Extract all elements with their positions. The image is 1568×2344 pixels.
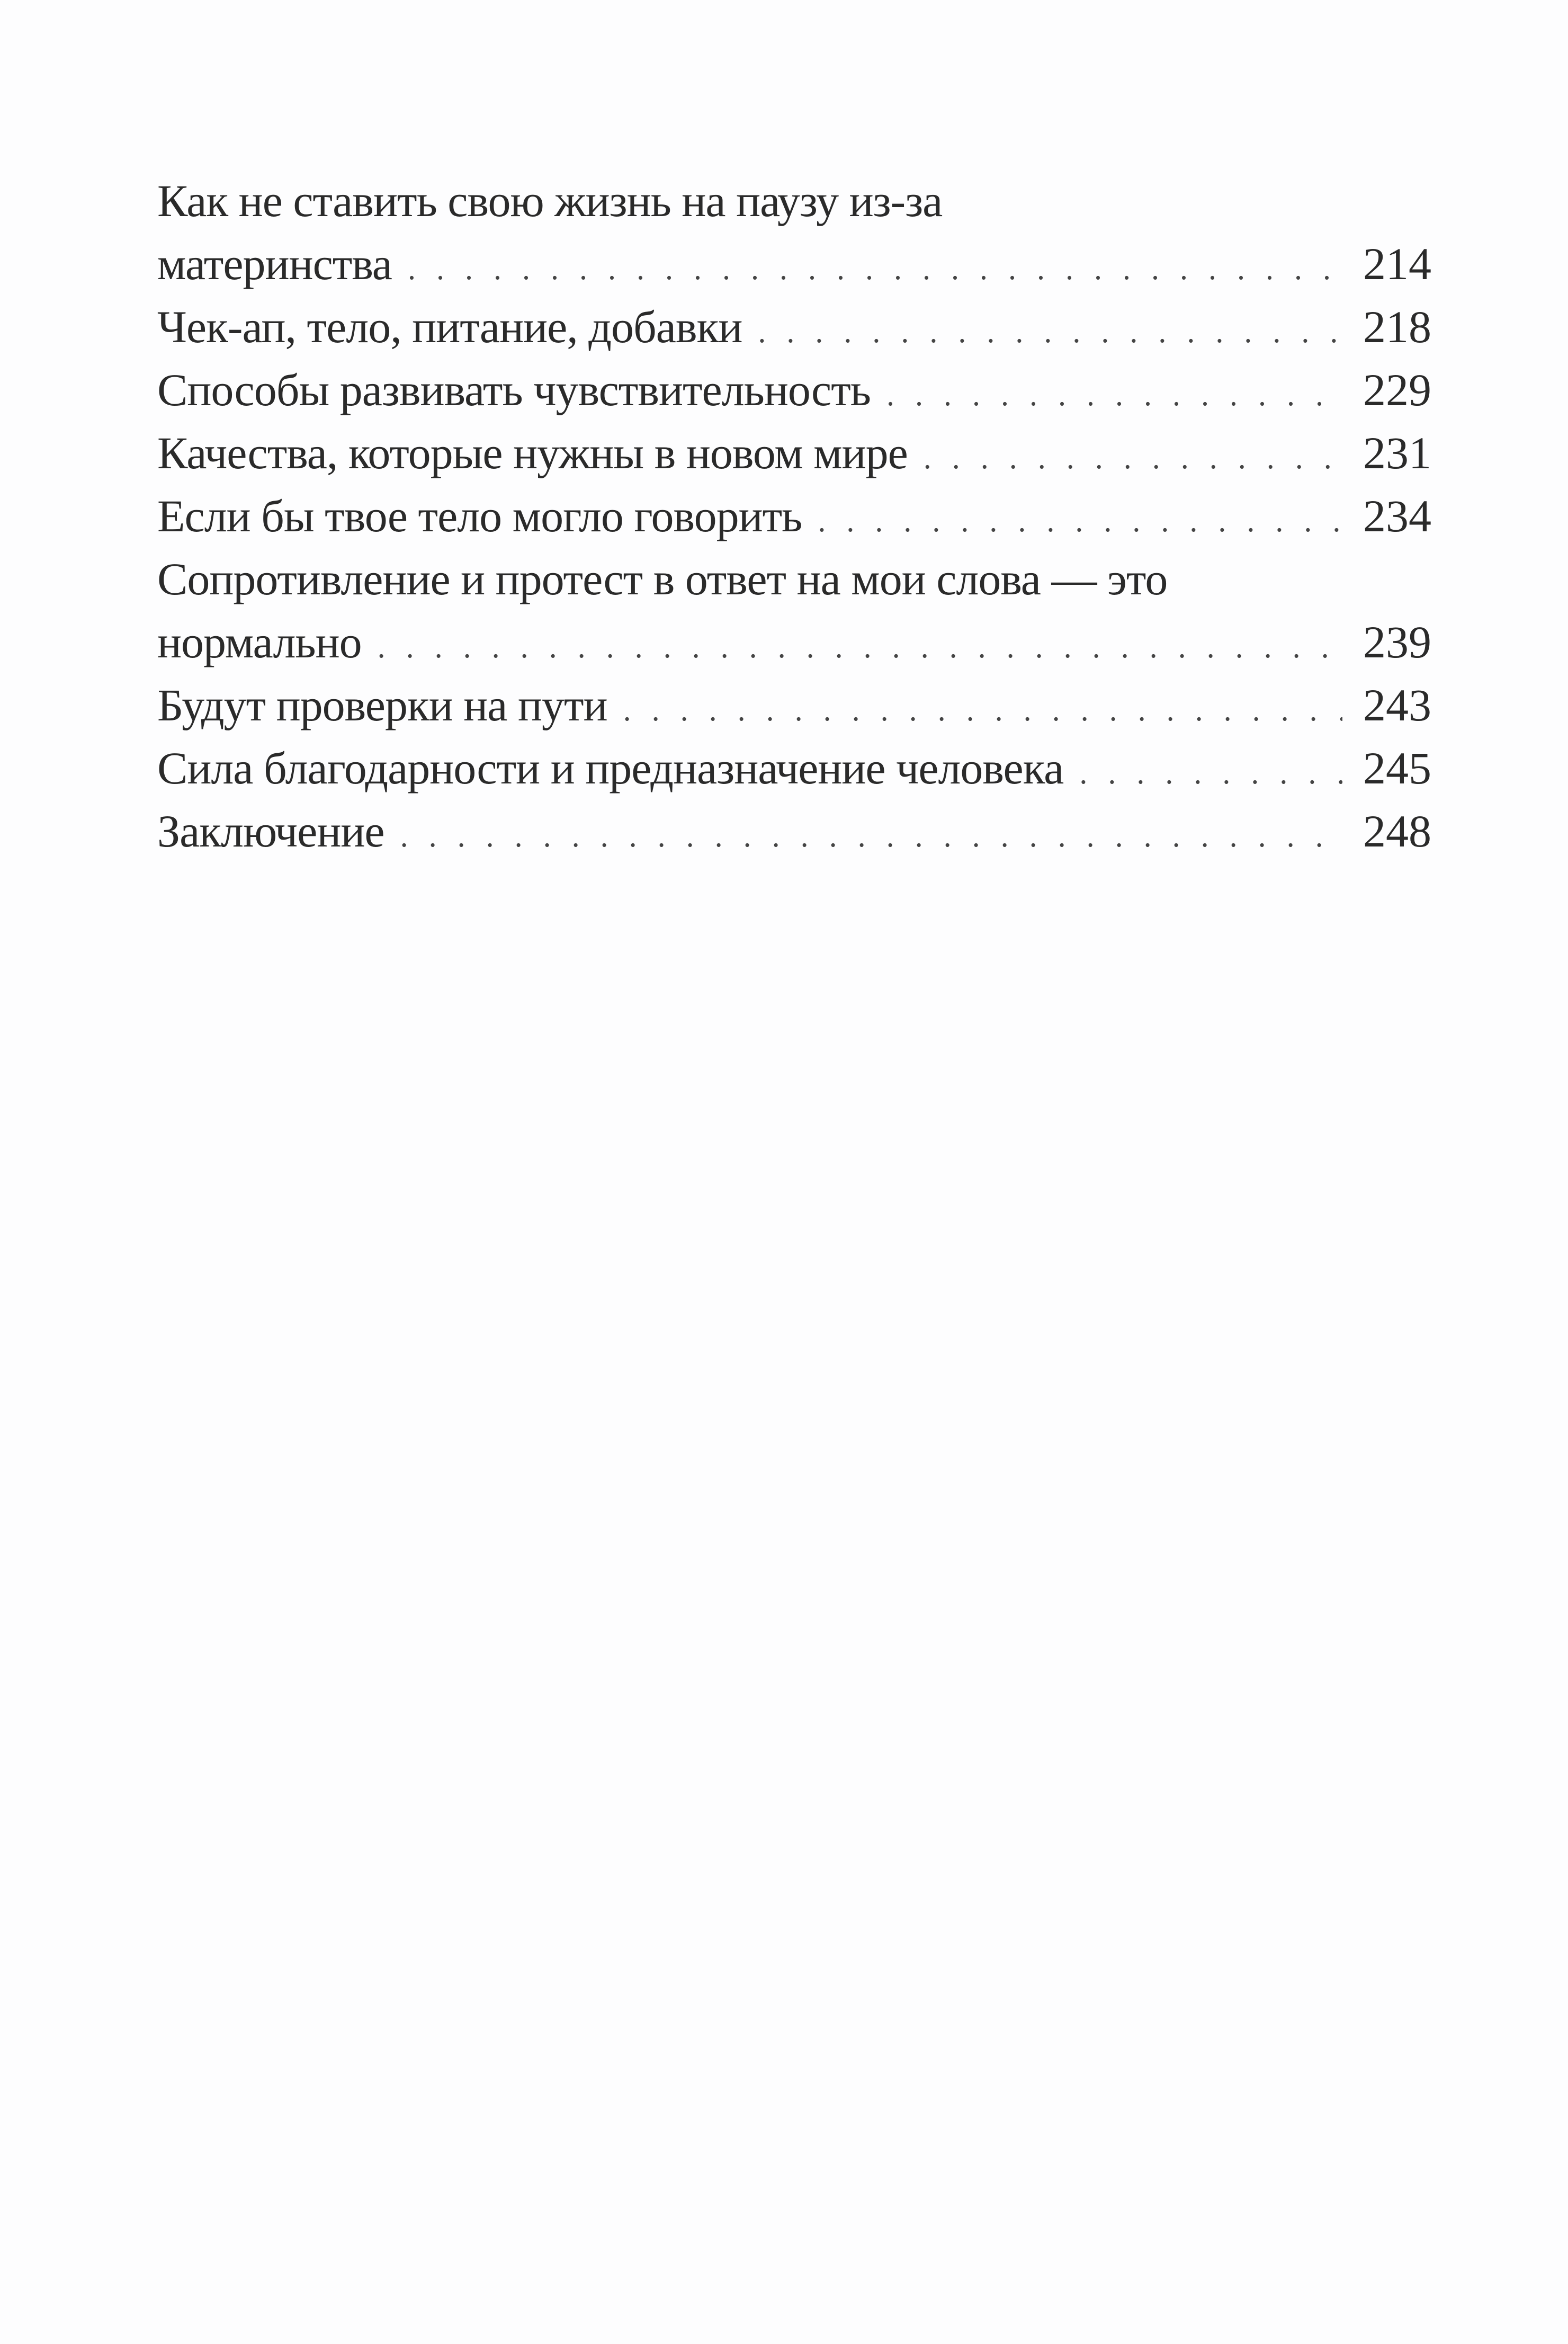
dot-leader	[886, 363, 1342, 426]
toc-entry	[157, 233, 1431, 296]
toc-page-number: 231	[1363, 427, 1431, 478]
toc-page-number: 218	[1363, 301, 1431, 352]
toc-page-number: 229	[1363, 364, 1431, 415]
toc-entry	[157, 737, 1431, 800]
toc-entry-line	[157, 548, 1431, 611]
toc-entry-title: материнства	[157, 238, 392, 289]
toc-entry-line	[157, 170, 1431, 233]
dot-leader	[400, 805, 1342, 868]
toc-entry-title: Чек-ап, тело, питание, добавки	[157, 301, 742, 352]
toc-entry	[157, 611, 1431, 674]
toc-page-number: 234	[1363, 491, 1431, 541]
dot-leader	[1079, 742, 1342, 805]
toc-entry	[157, 359, 1431, 422]
toc-page-number: 214	[1363, 238, 1431, 289]
table-of-contents	[157, 170, 1431, 863]
toc-entry	[157, 422, 1431, 485]
toc-entry	[157, 485, 1431, 548]
toc-entry-title: нормально	[157, 617, 362, 667]
toc-entry	[157, 674, 1431, 737]
toc-entry-title: Как не ставить свою жизнь на паузу из-за	[157, 175, 943, 226]
toc-entry	[157, 296, 1431, 359]
toc-page-number: 248	[1363, 806, 1431, 857]
toc-entry-title: Если бы твое тело могло говорить	[157, 491, 802, 541]
toc-page-number: 243	[1363, 680, 1431, 730]
dot-leader	[758, 300, 1342, 363]
toc-entry	[157, 800, 1431, 863]
toc-entry-title: Сопротивление и протест в ответ на мои слова — это	[157, 554, 1168, 604]
dot-leader	[924, 426, 1342, 489]
toc-entry-title: Заключение	[157, 806, 384, 857]
dot-leader	[408, 237, 1342, 300]
toc-entry-title: Будут проверки на пути	[157, 680, 607, 730]
toc-entry-title: Способы развивать чувствительность	[157, 364, 871, 415]
dot-leader	[378, 616, 1342, 679]
toc-page-number: 239	[1363, 617, 1431, 667]
toc-entry-title: Качества, которые нужны в новом мире	[157, 427, 908, 478]
toc-page-number: 245	[1363, 743, 1431, 794]
dot-leader	[623, 679, 1342, 742]
toc-entry-title: Сила благодарности и предназначение человека	[157, 743, 1064, 794]
dot-leader	[818, 489, 1342, 552]
